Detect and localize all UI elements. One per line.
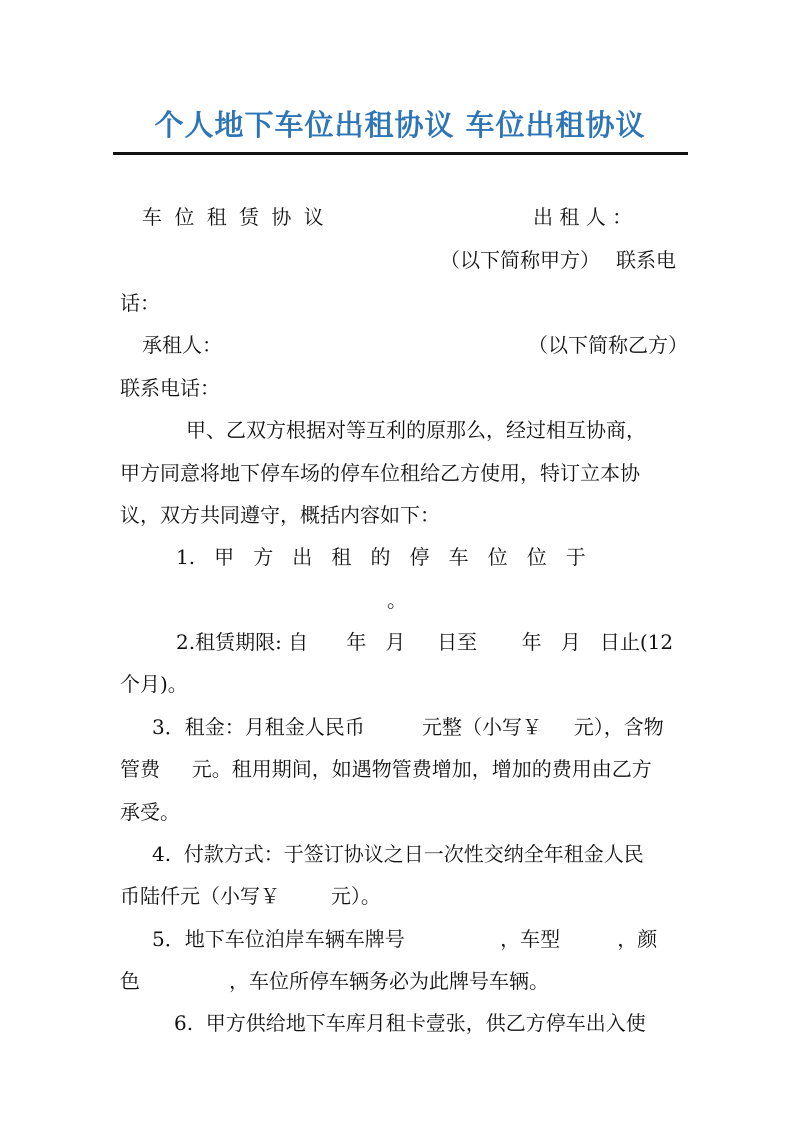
abbrev-party-b: （以下简称乙方） (528, 333, 688, 357)
contact-phone-tail: 话： (120, 291, 160, 315)
item-5-line-2: 色 ，车位所停车辆务必为此牌号车辆。 (120, 969, 550, 993)
lessor-label: 出 租 人 ： (533, 205, 633, 229)
intro-line-1: 甲、乙双方根据对等互利的原那么，经过相互协商， (186, 418, 646, 442)
title-underline (113, 152, 688, 155)
intro-line-3: 议，双方共同遵守，概括内容如下： (120, 503, 440, 527)
abbrev-party-a: （以下简称甲方） (440, 248, 600, 272)
item-3-line-3: 承受。 (120, 800, 180, 824)
item-5-line-1: 5．地下车位泊岸车辆车牌号 ，车型 ，颜 (152, 927, 658, 951)
lessee-label: 承租人： (142, 333, 222, 357)
item-6-line-1: 6. 甲方供给地下车库月租卡壹张，供乙方停车出入使 (174, 1011, 646, 1035)
intro-line-2: 甲方同意将地下停车场的停车位租给乙方使用，特订立本协 (120, 461, 640, 485)
contact-phone-b: 联系电话： (120, 376, 220, 400)
agreement-heading: 车 位 租 赁 协 议 (142, 205, 324, 229)
item-4-line-1: 4. 付款方式：于签订协议之日一次性交纳全年租金人民 (152, 842, 644, 866)
item-1-end: 。 (387, 588, 407, 612)
contact-phone-wrap: 联系电 (616, 248, 676, 272)
item-1-line: 1. 甲 方 出 租 的 停 车 位 位 于 (176, 545, 586, 569)
item-3-line-2: 管费 元。租用期间，如遇物管费增加，增加的费用由乙方 (120, 757, 652, 781)
item-2-line-2: 个月)。 (120, 672, 188, 696)
page-title: 个人地下车位出租协议 车位出租协议 (154, 108, 646, 142)
item-3-line-1: 3．租金：月租金人民币 元整（小写￥ 元），含物 (152, 715, 664, 739)
item-2-line-1: 2.租赁期限: 自 年 月 日至 年 月 日止(12 (176, 630, 674, 654)
item-4-line-2: 币陆仟元（小写￥ 元）。 (120, 884, 381, 908)
